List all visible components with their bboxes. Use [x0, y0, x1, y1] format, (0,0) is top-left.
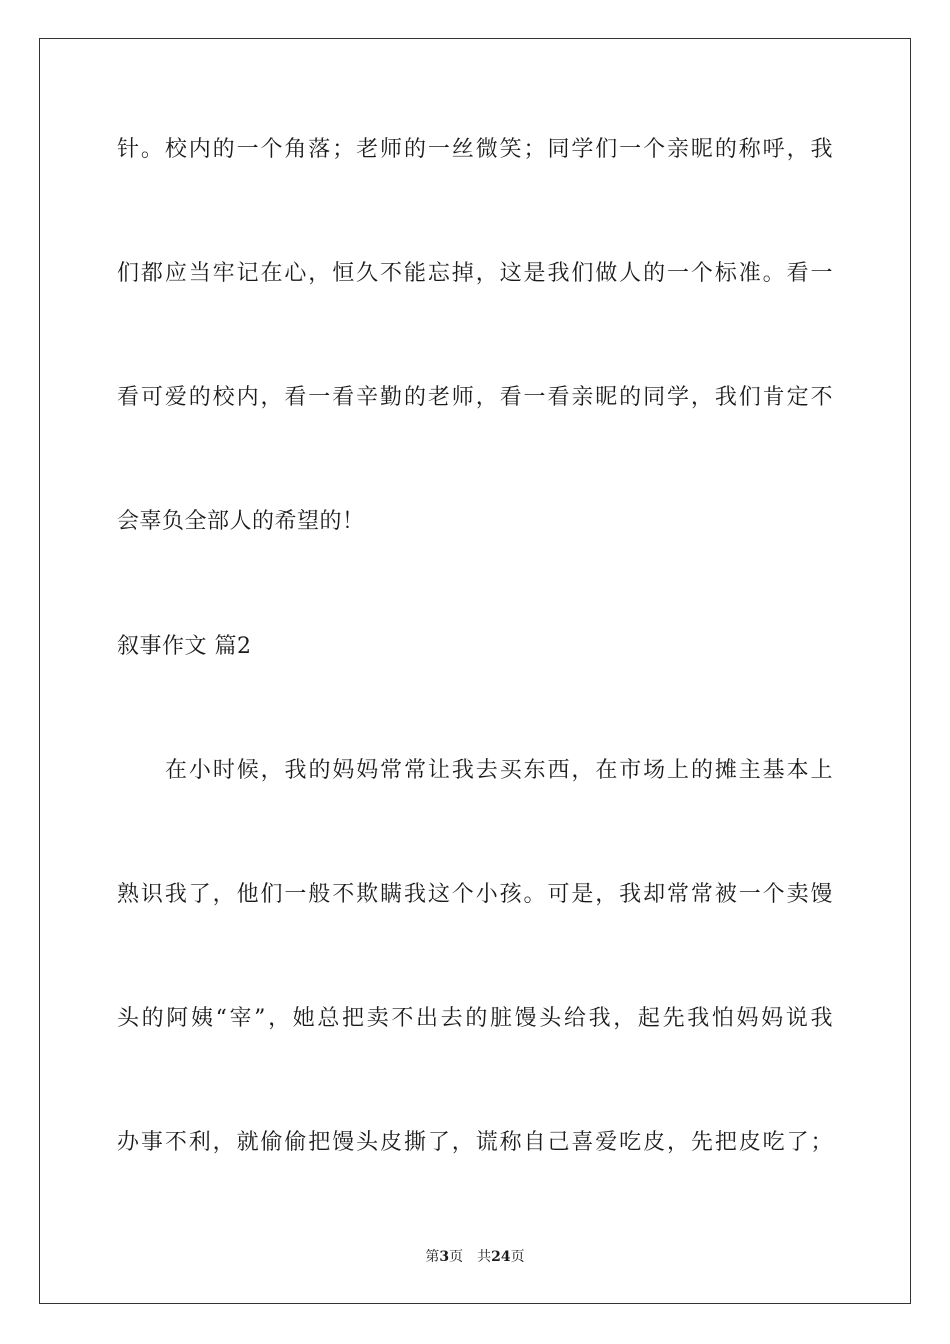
body-line-3: 看可爱的校内，看一看辛勤的老师，看一看亲昵的同学，我们肯定不 — [117, 385, 833, 410]
footer-page-suffix: 页 — [449, 1249, 464, 1265]
body-line-4: 会辜负全部人的希望的！ — [117, 509, 365, 534]
footer-total-suffix: 页 — [510, 1249, 525, 1265]
footer-page-prefix: 第 — [425, 1249, 440, 1265]
footer-total-prefix: 共 — [477, 1249, 492, 1265]
footer-page-number: 3 — [439, 1249, 450, 1265]
section-line-1: 在小时候，我的妈妈常常让我去买东西，在市场上的摊主基本上 — [165, 758, 833, 783]
body-line-2: 们都应当牢记在心，恒久不能忘掉，这是我们做人的一个标准。看一 — [117, 261, 833, 286]
section-line-4: 办事不利，就偷偷把馒头皮撕了，谎称自己喜爱吃皮，先把皮吃了； — [117, 1130, 833, 1155]
section-line-2: 熟识我了，他们一般不欺瞒我这个小孩。可是，我却常常被一个卖馒 — [117, 882, 833, 907]
page-footer — [0, 1248, 950, 1266]
section-title: 叙事作文 篇2 — [117, 634, 252, 659]
section-line-3: 头的阿姨“宰”，她总把卖不出去的脏馒头给我，起先我怕妈妈说我 — [117, 1006, 833, 1031]
body-line-1: 针。校内的一个角落；老师的一丝微笑；同学们一个亲昵的称呼，我 — [117, 137, 833, 162]
footer-total-pages: 24 — [491, 1249, 511, 1265]
page-border — [39, 38, 911, 1304]
